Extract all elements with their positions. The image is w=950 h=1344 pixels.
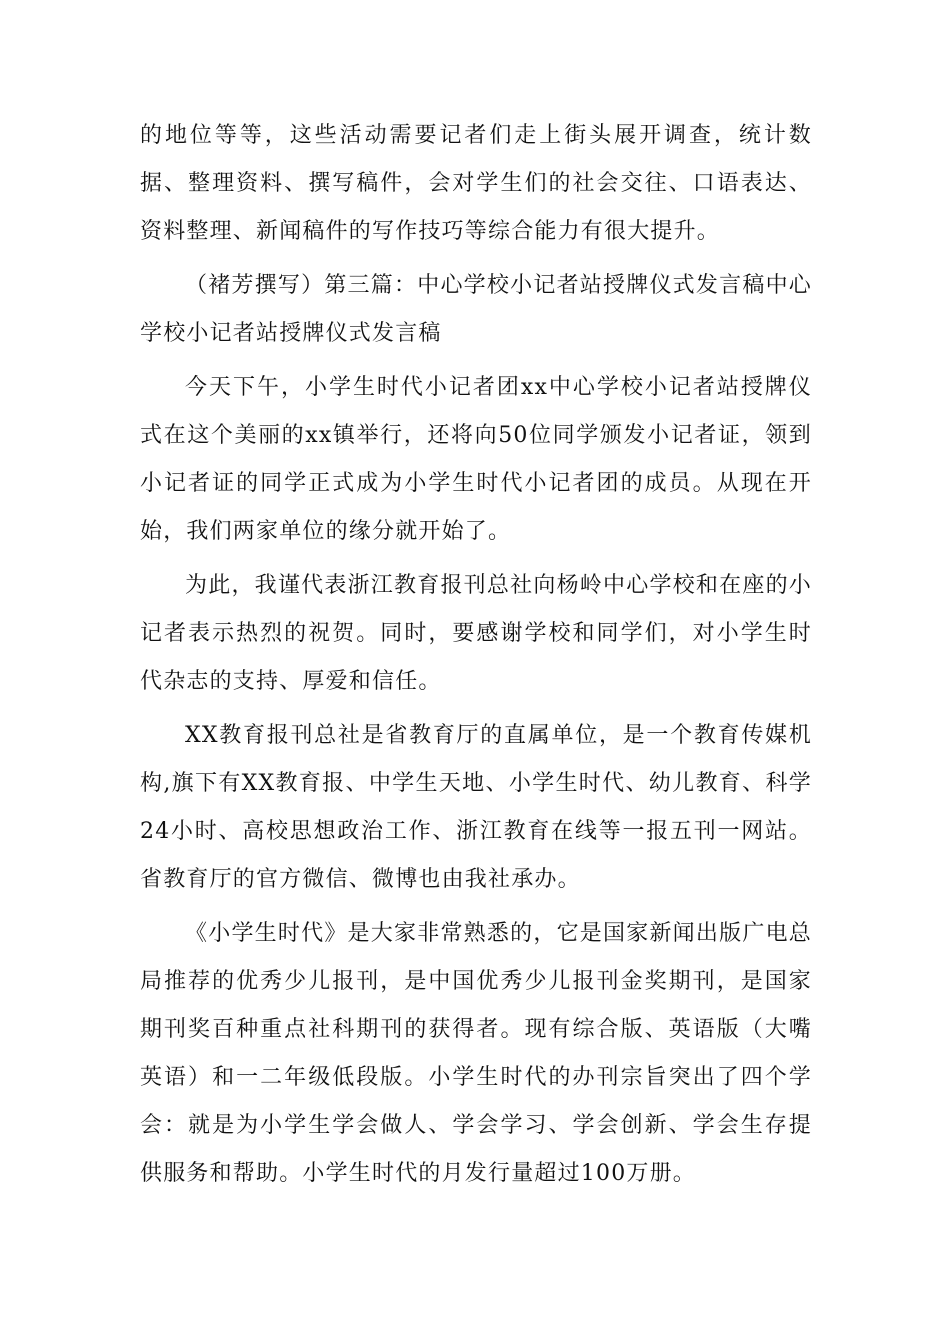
paragraph: （褚芳撰写）第三篇：中心学校小记者站授牌仪式发言稿中心学校小记者站授牌仪式发言稿 <box>140 273 812 346</box>
paragraph: XX教育报刊总社是省教育厅的直属单位，是一个教育传媒机构,旗下有XX教育报、中学生天地、小学生时代、幼儿教育、科学24小时、高校思想政治工作、浙江教育在线等一报五刊一网站。省教育厅的官方微信、微博也由我社承办。 <box>140 723 812 892</box>
paragraph: 今天下午，小学生时代小记者团xx中心学校小记者站授牌仪式在这个美丽的xx镇举行，还将向50位同学颁发小记者证，领到小记者证的同学正式成为小学生时代小记者团的成员。从现在开始，我们两家单位的缘分就开始了。 <box>140 375 812 544</box>
paragraph: 的地位等等，这些活动需要记者们走上街头展开调查，统计数据、整理资料、撰写稿件，会对学生们的社会交往、口语表达、资料整理、新闻稿件的写作技巧等综合能力有很大提升。 <box>140 123 812 244</box>
paragraph: 为此，我谨代表浙江教育报刊总社向杨岭中心学校和在座的小记者表示热烈的祝贺。同时，要感谢学校和同学们，对小学生时代杂志的支持、厚爱和信任。 <box>140 573 812 694</box>
paragraph: 《小学生时代》是大家非常熟悉的，它是国家新闻出版广电总局推荐的优秀少儿报刊，是中国优秀少儿报刊金奖期刊，是国家期刊奖百种重点社科期刊的获得者。现有综合版、英语版（大嘴英语）和一二年级低段版。小学生时代的办刊宗旨突出了四个学会：就是为小学生学会做人、学会学习、学会创新、学会生存提供服务和帮助。小学生时代的月发行量超过100万册。 <box>140 921 812 1186</box>
document-body <box>140 112 812 1204</box>
